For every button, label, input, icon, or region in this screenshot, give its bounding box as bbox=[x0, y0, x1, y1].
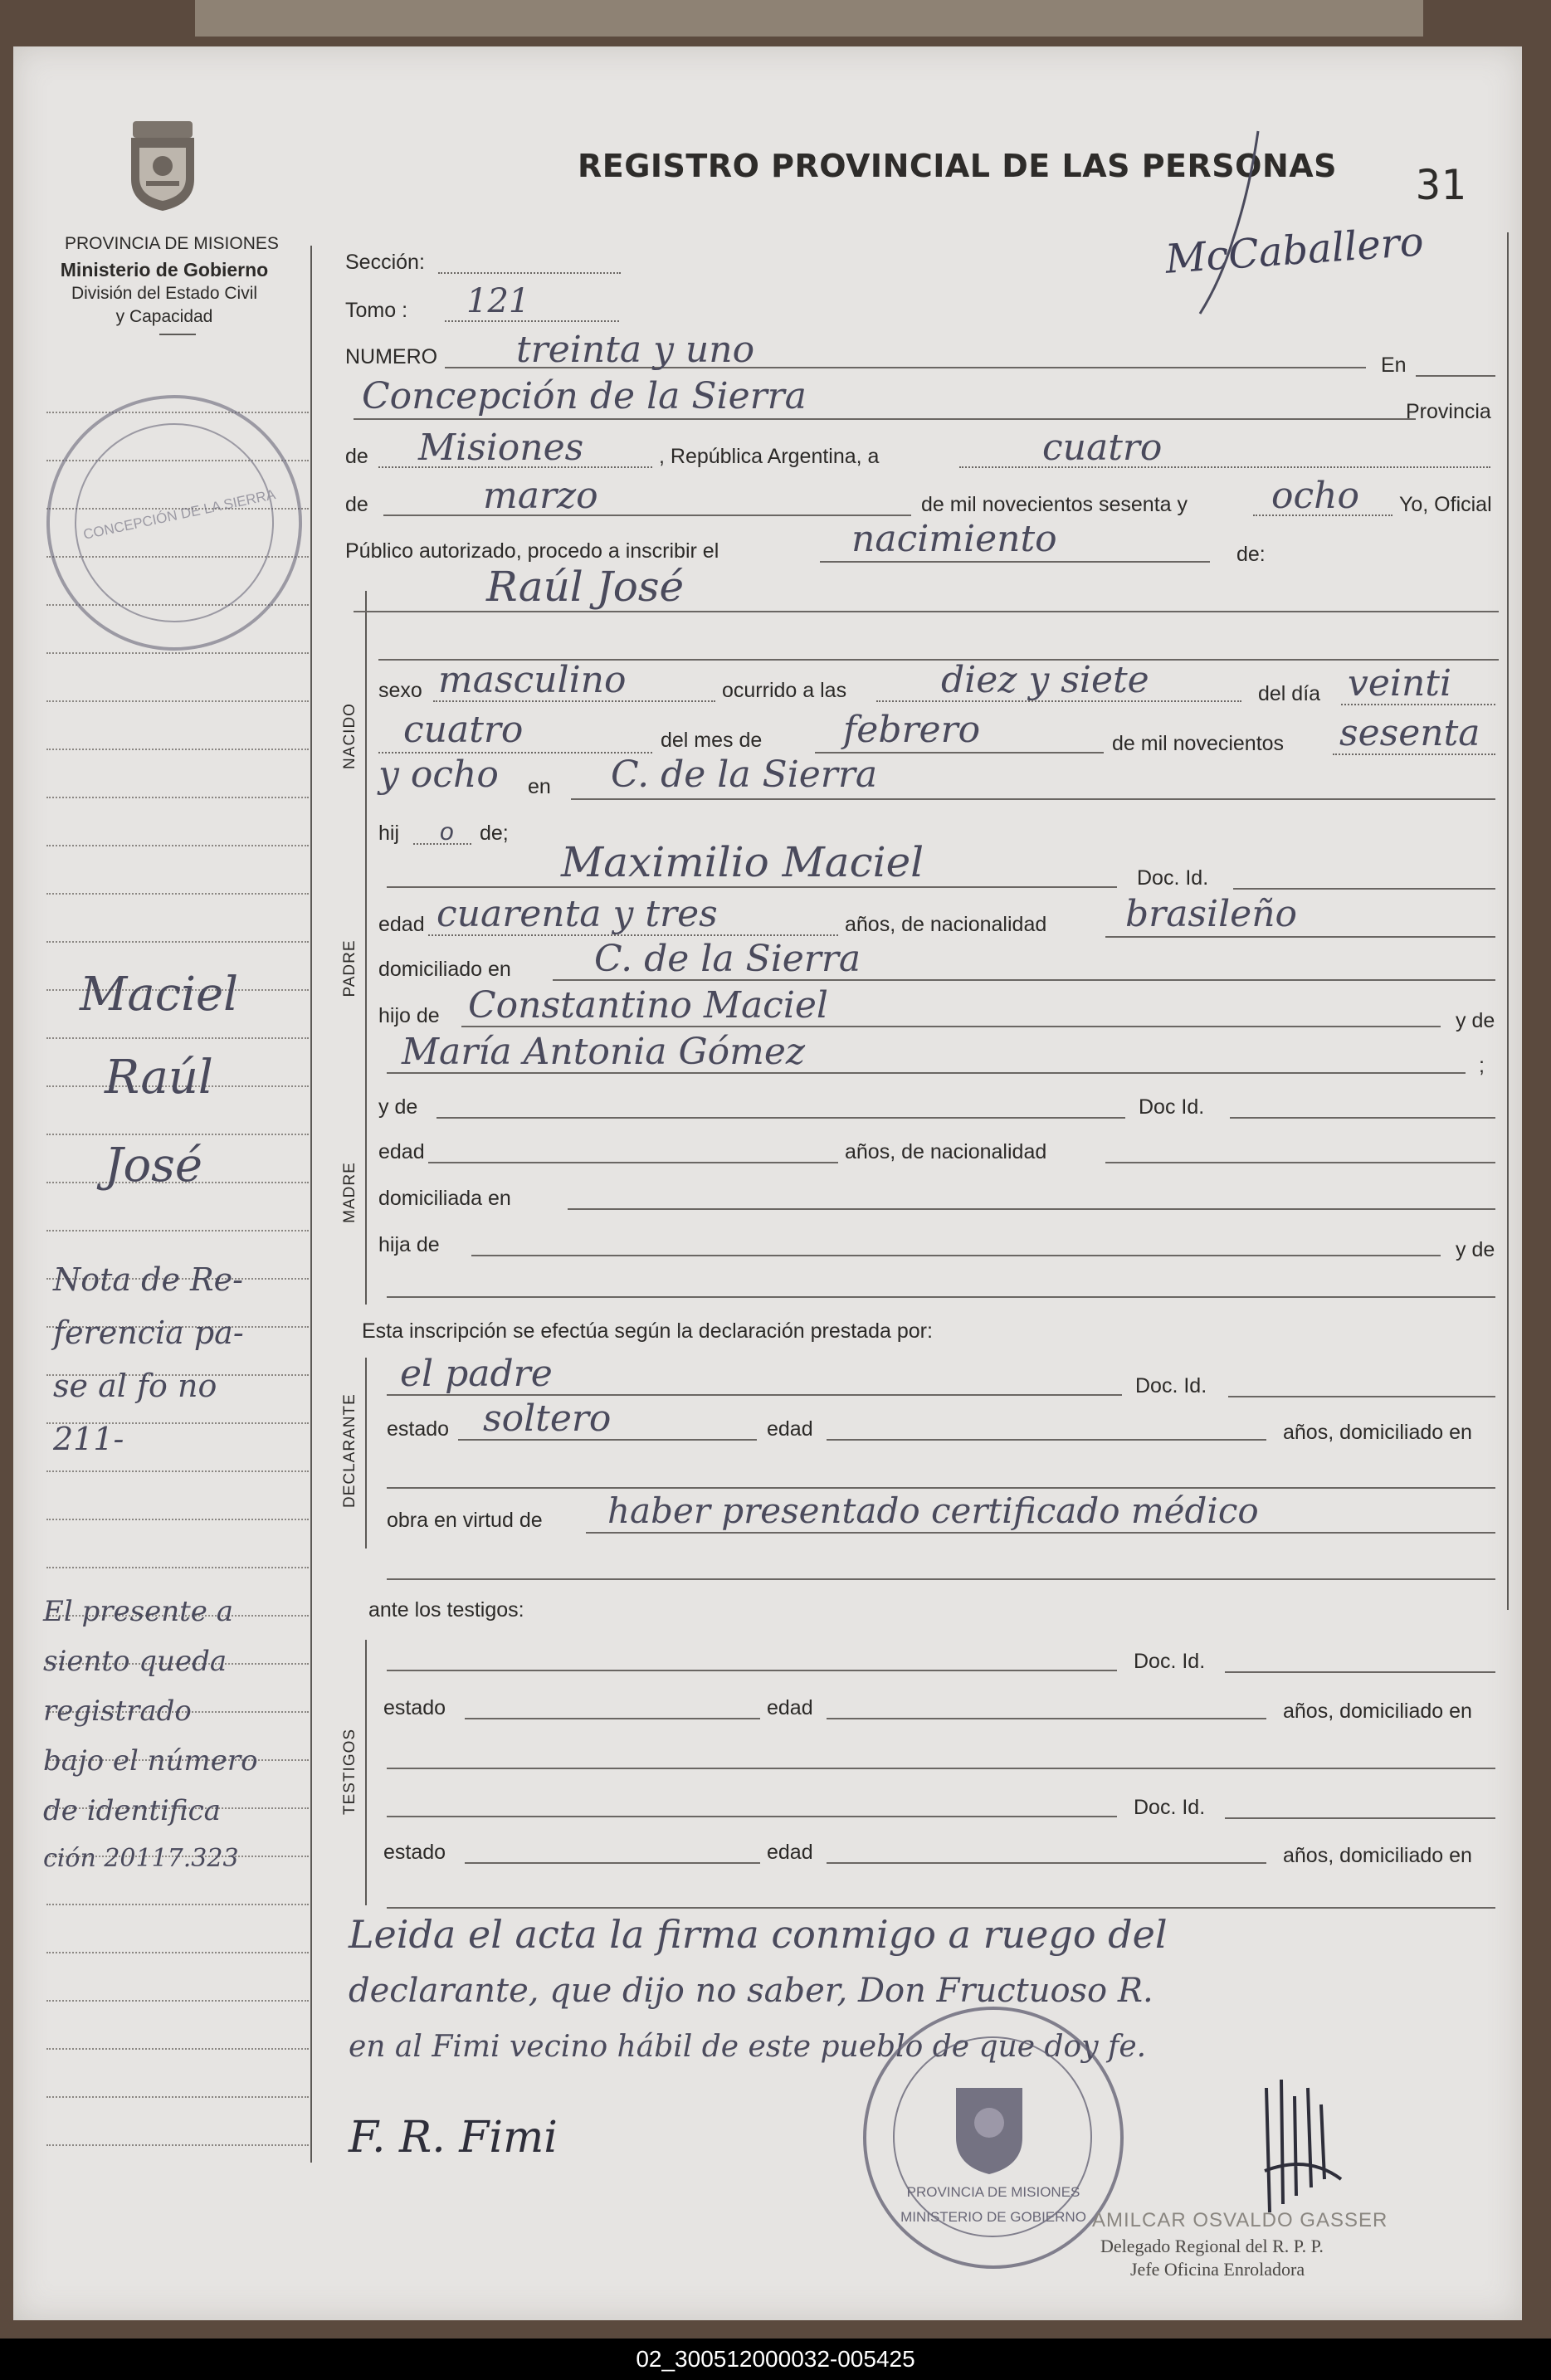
margin-reg-1: El presente a bbox=[43, 1595, 233, 1628]
official-signature-icon bbox=[1258, 2071, 1349, 2221]
declarante-name-value: el padre bbox=[400, 1353, 553, 1395]
testigo1-doc-label: Doc. Id. bbox=[1134, 1650, 1206, 1673]
madre-edad-line bbox=[428, 1162, 838, 1163]
publico-label: Público autorizado, procedo a inscribir el bbox=[345, 539, 719, 563]
declarante-edad-line bbox=[827, 1439, 1266, 1441]
page-number: 31 bbox=[1416, 161, 1466, 209]
mes-value: febrero bbox=[843, 709, 981, 751]
margin-firstname: Raúl bbox=[105, 1051, 213, 1105]
de3-label: de: bbox=[1236, 543, 1266, 566]
declarante-obra-line bbox=[586, 1532, 1495, 1534]
mes-label: del mes de bbox=[661, 729, 763, 752]
padre-nac-value: brasileño bbox=[1125, 893, 1298, 935]
margin-note-2: ferencia pa- bbox=[53, 1314, 244, 1351]
testigo2-anos-label: años, domiciliado en bbox=[1283, 1844, 1472, 1867]
testigo1-anos-label: años, domiciliado en bbox=[1283, 1700, 1472, 1723]
padre-name-value: Maximilio Maciel bbox=[561, 838, 924, 886]
dia-value: veinti bbox=[1348, 662, 1452, 705]
ocurrido-label: ocurrido a las bbox=[722, 679, 847, 702]
padre-madre-value: María Antonia Gómez bbox=[402, 1031, 806, 1073]
en-label: En bbox=[1381, 354, 1407, 377]
margin-surname: Maciel bbox=[80, 968, 239, 1022]
testigos-divider bbox=[365, 1640, 367, 1905]
name-value: Raúl José bbox=[486, 563, 685, 611]
month-value: marzo bbox=[483, 475, 598, 517]
margin-rule bbox=[46, 2144, 309, 2146]
padre-hijo-value: Constantino Maciel bbox=[468, 984, 829, 1027]
testigo2-doc-line bbox=[1225, 1817, 1495, 1819]
nacido-mil-label: de mil novecientos bbox=[1112, 732, 1285, 755]
padre-nac-line bbox=[1105, 936, 1495, 938]
margin-rule bbox=[46, 1470, 309, 1472]
crest-divider bbox=[159, 334, 196, 335]
image-id: 02_300512000032-005425 bbox=[636, 2346, 915, 2372]
madre-hija-line bbox=[471, 1255, 1441, 1256]
republica-label: , República Argentina, a bbox=[659, 445, 880, 468]
year-value: ocho bbox=[1271, 475, 1359, 517]
margin-rule bbox=[46, 652, 309, 654]
padre-edad-label: edad bbox=[378, 913, 425, 936]
testigo1-name-line bbox=[387, 1670, 1117, 1671]
margin-secondname: José bbox=[105, 1139, 203, 1192]
margin-rule bbox=[46, 1952, 309, 1953]
margin-rule bbox=[46, 1037, 309, 1039]
madre-hija-label: hija de bbox=[378, 1233, 440, 1256]
act-value: nacimiento bbox=[851, 518, 1057, 560]
madre-extra-line bbox=[387, 1296, 1495, 1298]
padre-doc-label: Doc. Id. bbox=[1137, 866, 1209, 890]
de2-label: de bbox=[345, 493, 368, 516]
padre-dom-value: C. de la Sierra bbox=[594, 938, 861, 980]
declarante-doc-label: Doc. Id. bbox=[1135, 1374, 1207, 1397]
declarante-intro: Esta inscripción se efectúa según la declaración prestada por: bbox=[362, 1319, 933, 1343]
declarante-dom-line bbox=[387, 1487, 1495, 1489]
margin-rule bbox=[46, 1904, 309, 1905]
month-line bbox=[383, 515, 911, 516]
signature-stroke-icon bbox=[1175, 123, 1275, 322]
madre-side-label: MADRE bbox=[341, 1162, 358, 1223]
day-line bbox=[959, 466, 1490, 468]
coat-of-arms-icon bbox=[124, 115, 201, 214]
margin-note-3: se al fo no bbox=[53, 1368, 217, 1404]
yo-label: Yo, Oficial bbox=[1399, 493, 1492, 516]
testigo2-doc-label: Doc. Id. bbox=[1134, 1796, 1206, 1819]
declarante-side-label: DECLARANTE bbox=[341, 1393, 358, 1508]
margin-reg-6: ción 20117.323 bbox=[43, 1844, 239, 1873]
margin-rule bbox=[46, 797, 309, 798]
de-label: de bbox=[345, 445, 368, 468]
margin-rule bbox=[46, 941, 309, 943]
day-value: cuatro bbox=[1042, 427, 1163, 469]
book-edge bbox=[195, 0, 1423, 37]
testigo2-name-line bbox=[387, 1816, 1117, 1817]
testigo2-edad-line bbox=[827, 1862, 1266, 1864]
testigo2-estado-line bbox=[465, 1862, 760, 1864]
madre-dom-label: domiciliada en bbox=[378, 1187, 511, 1210]
padre-name-line bbox=[387, 886, 1117, 888]
madre-doc-line bbox=[1230, 1117, 1495, 1119]
stamp-emblem-icon bbox=[946, 2080, 1032, 2179]
tomo-line bbox=[445, 320, 619, 322]
margin-stamp-text: CONCEPCIÓN DE LA SIERRA bbox=[81, 486, 277, 543]
madre-edad-label: edad bbox=[378, 1140, 425, 1163]
margin-rule bbox=[46, 2000, 309, 2002]
declarante-edad-label: edad bbox=[767, 1417, 813, 1441]
hora-value: diez y siete bbox=[941, 659, 1149, 701]
ministry-label: Ministerio de Gobierno bbox=[60, 259, 269, 280]
margin-reg-4: bajo el número bbox=[43, 1744, 258, 1778]
testigo1-edad-label: edad bbox=[767, 1696, 813, 1719]
en-line bbox=[1416, 375, 1495, 377]
margin-stamp bbox=[22, 371, 325, 674]
testigo1-estado-line bbox=[465, 1718, 760, 1719]
declarante-estado-value: soltero bbox=[483, 1397, 612, 1440]
provincia-label: Provincia bbox=[1406, 400, 1491, 423]
official-title-2: Jefe Oficina Enroladora bbox=[1130, 2259, 1305, 2280]
right-border bbox=[1507, 232, 1509, 1610]
anio-value-2: y ocho bbox=[378, 754, 499, 796]
prov-value: Misiones bbox=[418, 427, 584, 469]
official-title-1: Delegado Regional del R. P. P. bbox=[1100, 2236, 1324, 2256]
testigos-side-label: TESTIGOS bbox=[341, 1728, 358, 1815]
declarante-extra-line bbox=[387, 1578, 1495, 1580]
padre-side-label: PADRE bbox=[341, 939, 358, 997]
division-label: División del Estado Civil bbox=[71, 284, 258, 303]
margin-rule bbox=[46, 1519, 309, 1520]
testigo1-doc-line bbox=[1225, 1671, 1495, 1673]
padre-anos-label: años, de nacionalidad bbox=[845, 913, 1047, 936]
lugar-value: C. de la Sierra bbox=[611, 754, 878, 796]
madre-nac-line bbox=[1105, 1162, 1495, 1163]
closing-line-1: Leida el acta la firma conmigo a ruego del bbox=[349, 1912, 1168, 1957]
testigo2-dom-line bbox=[387, 1907, 1495, 1909]
numero-label: NUMERO bbox=[345, 345, 438, 368]
madre-doc-label: Doc Id. bbox=[1139, 1095, 1205, 1119]
declarante-divider bbox=[365, 1358, 367, 1548]
sexo-label: sexo bbox=[378, 679, 422, 702]
margin-reg-2: siento queda bbox=[43, 1645, 227, 1678]
madre-anos-label: años, de nacionalidad bbox=[845, 1140, 1047, 1163]
place-value: Concepción de la Sierra bbox=[362, 375, 807, 417]
margin-divider bbox=[310, 246, 312, 2163]
testigo1-edad-line bbox=[827, 1718, 1266, 1719]
margin-reg-5: de identifica bbox=[43, 1794, 221, 1827]
tomo-value: 121 bbox=[466, 282, 530, 320]
hij-value: o bbox=[440, 818, 454, 846]
madre-dom-line bbox=[568, 1208, 1495, 1210]
padre-hijo-label: hijo de bbox=[378, 1004, 440, 1027]
margin-note-4: 211- bbox=[53, 1421, 124, 1457]
madre-name-line bbox=[437, 1117, 1125, 1119]
top-signature: McCaballero bbox=[1163, 218, 1426, 283]
seccion-label: Sección: bbox=[345, 251, 425, 274]
padre-divider bbox=[365, 863, 367, 1062]
margin-reg-3: registrado bbox=[43, 1695, 192, 1728]
margin-note-1: Nota de Re- bbox=[53, 1261, 243, 1298]
testigos-intro: ante los testigos: bbox=[368, 1598, 524, 1622]
testigo2-estado-label: estado bbox=[383, 1841, 446, 1864]
margin-rule bbox=[46, 893, 309, 895]
padre-dom-label: domiciliado en bbox=[378, 958, 511, 981]
margin-rule bbox=[46, 2096, 309, 2098]
padre-edad-value: cuarenta y tres bbox=[437, 893, 718, 935]
madre-yde-label: y de bbox=[378, 1095, 418, 1119]
stamp-ministry: MINISTERIO DE GOBIERNO bbox=[900, 2209, 1086, 2225]
padre-semicolon: ; bbox=[1479, 1054, 1485, 1077]
margin-rule bbox=[46, 749, 309, 750]
nacido-de-label: de; bbox=[480, 822, 509, 845]
margin-rule bbox=[46, 845, 309, 846]
padre-doc-line bbox=[1233, 888, 1495, 890]
sexo-value: masculino bbox=[438, 659, 627, 701]
declarante-doc-line bbox=[1228, 1396, 1495, 1397]
numero-value: treinta y uno bbox=[516, 329, 755, 371]
page-title: REGISTRO PROVINCIAL DE LAS PERSONAS bbox=[578, 148, 1338, 184]
testigo1-dom-line bbox=[387, 1768, 1495, 1769]
declarante-obra-value: haber presentado certificado médico bbox=[607, 1490, 1259, 1531]
official-name: AMILCAR OSVALDO GASSER bbox=[1092, 2209, 1388, 2231]
margin-rule bbox=[46, 1230, 309, 1231]
closing-line-3: en al Fimi vecino hábil de este pueblo de que doy fe. bbox=[349, 2030, 1147, 2064]
province-label: PROVINCIA DE MISIONES bbox=[65, 234, 279, 253]
stamp-province: PROVINCIA DE MISIONES bbox=[906, 2184, 1080, 2200]
margin-rule bbox=[46, 1567, 309, 1568]
act-line bbox=[820, 561, 1210, 563]
closing-line-2: declarante, que dijo no saber, Don Fructuoso R. bbox=[349, 1972, 1153, 2010]
margin-rule bbox=[46, 1134, 309, 1135]
mil-label: de mil novecientos sesenta y bbox=[921, 493, 1188, 516]
nacido-side-label: NACIDO bbox=[341, 703, 358, 769]
declarante-anos-label: años, domiciliado en bbox=[1283, 1421, 1472, 1444]
hij-label: hij bbox=[378, 822, 400, 845]
lugar-line bbox=[571, 798, 1495, 800]
testigo2-edad-label: edad bbox=[767, 1841, 813, 1864]
declarante-estado-label: estado bbox=[387, 1417, 450, 1441]
seccion-line bbox=[438, 272, 621, 274]
margin-rule bbox=[46, 2048, 309, 2050]
declarante-obra-label: obra en virtud de bbox=[387, 1509, 543, 1532]
register-page bbox=[13, 46, 1522, 2320]
margin-rule bbox=[46, 700, 309, 702]
testigo1-estado-label: estado bbox=[383, 1696, 446, 1719]
signature-left: F. R. Fimi bbox=[349, 2113, 558, 2163]
padre-yde-label: y de bbox=[1456, 1009, 1495, 1032]
madre-yde2-label: y de bbox=[1456, 1238, 1495, 1261]
en-nacido-label: en bbox=[528, 775, 551, 798]
tomo-label: Tomo : bbox=[345, 299, 408, 322]
del-dia-label: del día bbox=[1258, 682, 1321, 705]
dia-value-2: cuatro bbox=[403, 709, 524, 751]
place-line bbox=[354, 418, 1416, 420]
division-label-2: y Capacidad bbox=[115, 307, 213, 326]
anio-value: sesenta bbox=[1339, 712, 1480, 754]
name-line bbox=[354, 611, 1499, 612]
